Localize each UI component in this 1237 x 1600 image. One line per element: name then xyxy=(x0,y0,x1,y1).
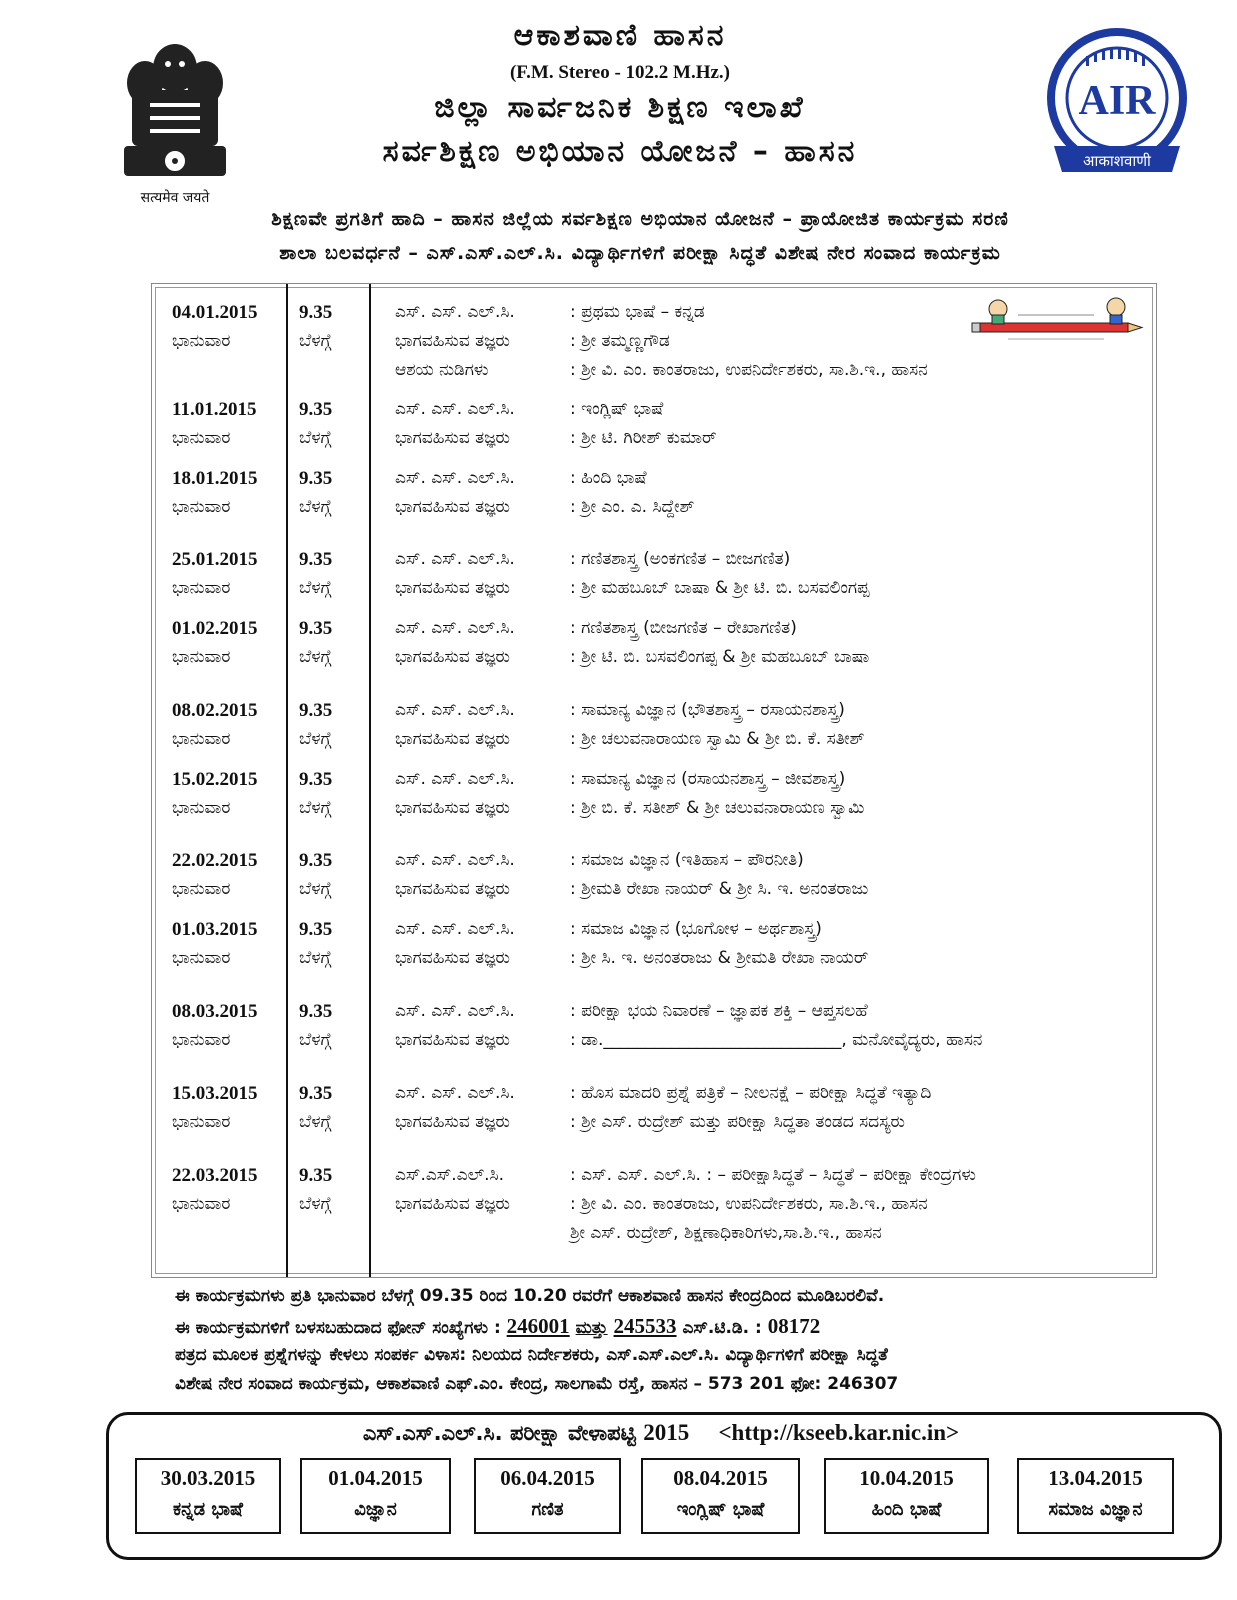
exam-cell: 01.04.2015 ವಿಜ್ಞಾನ xyxy=(300,1458,451,1534)
scheme-title: ಸರ್ವಶಿಕ್ಷಣ ಅಭಿಯಾನ ಯೋಜನೆ – ಹಾಸನ xyxy=(382,134,858,169)
exam-cell: 10.04.2015 ಹಿಂದಿ ಭಾಷೆ xyxy=(824,1458,989,1534)
national-emblem-icon xyxy=(110,28,240,208)
exam-cell: 08.04.2015 ಇಂಗ್ಲಿಷ್ ಭಾಷೆ xyxy=(641,1458,800,1534)
std-code: 08172 xyxy=(767,1314,821,1338)
subtitle-1: ಶಿಕ್ಷಣವೇ ಪ್ರಗತಿಗೆ ಹಾದಿ – ಹಾಸನ ಜಿಲ್ಲೆಯ ಸರ್ವಶಿಕ್ಷಣ ಅಭಿಯಾನ ಯೋಜನೆ – ಪ್ರಾಯೋಜಿತ ಕಾರ್ಯಕ್ರಮ ಸರಣಿ xyxy=(271,208,1009,230)
info-address-1: ಪತ್ರದ ಮೂಲಕ ಪ್ರಶ್ನೆಗಳನ್ನು ಕೇಳಲು ಸಂಪರ್ಕ ವಿಳಾಸ: ನಿಲಯದ ನಿರ್ದೇಶಕರು, ಎಸ್.ಎಸ್.ಎಲ್.ಸಿ. ವಿದ್ಯಾರ್ಥಿಗಳಿಗೆ ಪರೀಕ್ಷಾ ಸಿದ್ಧತೆ xyxy=(175,1345,888,1365)
station-title: ಆಕಾಶವಾಣಿ ಹಾಸನ xyxy=(513,18,727,53)
phone-number-2: 245533 xyxy=(613,1314,677,1338)
subtitle-2: ಶಾಲಾ ಬಲವರ್ಧನೆ – ಎಸ್.ಎಸ್.ಎಲ್.ಸಿ. ವಿದ್ಯಾರ್ಥಿಗಳಿಗೆ ಪರೀಕ್ಷಾ ಸಿದ್ಧತೆ ವಿಶೇಷ ನೇರ ಸಂವಾದ ಕಾರ್ಯಕ್ರಮ xyxy=(279,242,1001,264)
kseeb-link[interactable]: <http://kseeb.kar.nic.in> xyxy=(718,1420,960,1445)
emblem-motto: सत्यमेव जयते xyxy=(140,190,210,206)
frequency: (F.M. Stereo - 102.2 M.Hz.) xyxy=(509,62,731,83)
ssa-mascot-icon xyxy=(968,295,1144,345)
phone-number-1: 246001 xyxy=(506,1314,570,1338)
exam-cell: 30.03.2015 ಕನ್ನಡ ಭಾಷೆ xyxy=(135,1458,281,1534)
schedule-table: 04.01.2015 ಭಾನುವಾರ 9.35 ಬೆಳಗ್ಗೆ ಎಸ್. ಎಸ್. ಎಲ್.ಸಿ. : ಪ್ರಥಮ ಭಾಷೆ – ಕನ್ನಡ ಭಾಗವಹಿಸುವ ತಜ್ಞರು : ಶ್ರೀ ತಮ್ಮಣ್ಣಗೌಡ ಆಶಯ ನುಡಿಗಳು : ಶ್ರೀ ವಿ. ಎಂ. ಕಾಂತರಾಜು, ಉಪನಿರ್ದೇಶಕರು, ಸಾ.ಶಿ.ಇ., ಹಾಸನ 11.01.2015 ಭಾನುವಾರ 9.35 ಬೆಳಗ್ಗೆ ಎಸ್. ಎಸ್. ಎಲ್.ಸಿ. : ಇಂಗ್ಲಿಷ್ ಭಾಷೆ ಭಾಗವಹಿಸುವ ತಜ್ಞರು : ಶ್ರೀ ಟಿ. ಗಿರೀಶ್ ಕುಮಾರ್ 18.01.2015 ಭಾನುವಾರ 9.35 ಬೆಳಗ್ಗೆ ಎಸ್. ಎಸ್. ಎಲ್.ಸಿ. : ಹಿಂದಿ ಭಾಷೆ ಭಾಗವಹಿಸುವ ತಜ್ಞರು : ಶ್ರೀ ಎಂ. ಎ. ಸಿದ್ದೇಶ್ 25.01.2015 ಭಾನುವಾರ 9.35 ಬೆಳಗ್ಗೆ ಎಸ್. ಎಸ್. ಎಲ್.ಸಿ. : ಗಣಿತಶಾಸ್ತ್ರ (ಅಂಕಗಣಿತ – ಬೀಜಗಣಿತ) ಭಾಗವಹಿಸುವ ತಜ್ಞರು : ಶ್ರೀ ಮಹಬೂಬ್ ಬಾಷಾ & ಶ್ರೀ ಟಿ. ಬಿ. ಬಸವಲಿಂಗಪ್ಪ 01.02.2015 ಭಾನುವಾರ 9.35 ಬೆಳಗ್ಗೆ ಎಸ್. ಎಸ್. ಎಲ್.ಸಿ. : ಗಣಿತಶಾಸ್ತ್ರ (ಬೀಜಗಣಿತ – ರೇಖಾಗಣಿತ) ಭಾಗವಹಿಸುವ ತಜ್ಞರು : ಶ್ರೀ ಟಿ. ಬಿ. ಬಸವಲಿಂಗಪ್ಪ & ಶ್ರೀ ಮಹಬೂಬ್ ಬಾಷಾ 08.02.2015 ಭಾನುವಾರ 9.35 ಬೆಳಗ್ಗೆ ಎಸ್. ಎಸ್. ಎಲ್.ಸಿ. : ಸಾಮಾನ್ಯ ವಿಜ್ಞಾನ (ಭೌತಶಾಸ್ತ್ರ – ರಸಾಯನಶಾಸ್ತ್ರ) ಭಾಗವಹಿಸುವ ತಜ್ಞರು : ಶ್ರೀ ಚಲುವನಾರಾಯಣ ಸ್ವಾಮಿ & ಶ್ರೀ ಬಿ. ಕೆ. ಸತೀಶ್ 15.02.2015 ಭಾನುವಾರ 9.35 ಬೆಳಗ್ಗೆ ಎಸ್. ಎಸ್. ಎಲ್.ಸಿ. : ಸಾಮಾನ್ಯ ವಿಜ್ಞಾನ (ರಸಾಯನಶಾಸ್ತ್ರ – ಜೀವಶಾಸ್ತ್ರ) ಭಾಗವಹಿಸುವ ತಜ್ಞರು : ಶ್ರೀ ಬಿ. ಕೆ. ಸತೀಶ್ & ಶ್ರೀ ಚಲುವನಾರಾಯಣ ಸ್ವಾಮಿ 22.02.2015 ಭಾನುವಾರ 9.35 ಬೆಳಗ್ಗೆ ಎಸ್. ಎಸ್. ಎಲ್.ಸಿ. : ಸಮಾಜ ವಿಜ್ಞಾನ (ಇತಿಹಾಸ – ಪೌರನೀತಿ) ಭಾಗವಹಿಸುವ ತಜ್ಞರು : ಶ್ರೀಮತಿ ರೇಖಾ ನಾಯರ್ & ಶ್ರೀ ಸಿ. ಇ. ಅನಂತರಾಜು 01.03.2015 ಭಾನುವಾರ 9.35 ಬೆಳಗ್ಗೆ ಎಸ್. ಎಸ್. ಎಲ್.ಸಿ. : ಸಮಾಜ ವಿಜ್ಞಾನ (ಭೂಗೋಳ – ಅರ್ಥಶಾಸ್ತ್ರ) ಭಾಗವಹಿಸುವ ತಜ್ಞರು : ಶ್ರೀ ಸಿ. ಇ. ಅನಂತರಾಜು & ಶ್ರೀಮತಿ ರೇಖಾ ನಾಯರ್ 08.03.2015 ಭಾನುವಾರ 9.35 ಬೆಳಗ್ಗೆ ಎಸ್. ಎಸ್. ಎಲ್.ಸಿ. : ಪರೀಕ್ಷಾ ಭಯ ನಿವಾರಣೆ – ಜ್ಞಾಪಕ ಶಕ್ತಿ – ಆಪ್ತಸಲಹೆ ಭಾಗವಹಿಸುವ ತಜ್ಞರು : ಡಾ.____________________________, ಮನೋವೈದ್ಯರು, ಹಾಸನ 15.03.2015 ಭಾನುವಾರ 9.35 ಬೆಳಗ್ಗೆ ಎಸ್. ಎಸ್. ಎಲ್.ಸಿ. : ಹೊಸ ಮಾದರಿ ಪ್ರಶ್ನೆ ಪತ್ರಿಕೆ – ನೀಲನಕ್ಷೆ – ಪರೀಕ್ಷಾ ಸಿದ್ಧತೆ ಇತ್ಯಾದಿ ಭಾಗವಹಿಸುವ ತಜ್ಞರು : ಶ್ರೀ ಎಸ್. ರುದ್ರೇಶ್ ಮತ್ತು ಪರೀಕ್ಷಾ ಸಿದ್ಧತಾ ತಂಡದ ಸದಸ್ಯರು 22.03.2015 ಭಾನುವಾರ 9.35 ಬೆಳಗ್ಗೆ ಎಸ್.ಎಸ್.ಎಲ್.ಸಿ. : ಎಸ್. ಎಸ್. ಎಲ್.ಸಿ. : – ಪರೀಕ್ಷಾಸಿದ್ಧತೆ – ಸಿದ್ಧತೆ – ಪರೀಕ್ಷಾ ಕೇಂದ್ರಗಳು ಭಾಗವಹಿಸುವ ತಜ್ಞರು : ಶ್ರೀ ವಿ. ಎಂ. ಕಾಂತರಾಜು, ಉಪನಿರ್ದೇಶಕರು, ಸಾ.ಶಿ.ಇ., ಹಾಸನ ಶ್ರೀ ಎಸ್. ರುದ್ರೇಶ್, ಶಿಕ್ಷಣಾಧಿಕಾರಿಗಳು,ಸಾ.ಶಿ.ಇ., ಹಾಸನ xyxy=(151,283,1157,1278)
department-title: ಜಿಲ್ಲಾ ಸಾರ್ವಜನಿಕ ಶಿಕ್ಷಣ ಇಲಾಖೆ xyxy=(434,90,806,125)
info-address-2: ವಿಶೇಷ ನೇರ ಸಂವಾದ ಕಾರ್ಯಕ್ರಮ, ಆಕಾಶವಾಣಿ ಎಫ್.ಎಂ. ಕೇಂದ್ರ, ಸಾಲಗಾಮೆ ರಸ್ತೆ, ಹಾಸನ – 573 201 ಫೋ: 246307 xyxy=(175,1374,899,1394)
exam-cell: 06.04.2015 ಗಣಿತ xyxy=(474,1458,621,1534)
info-broadcast: ಈ ಕಾರ್ಯಕ್ರಮಗಳು ಪ್ರತಿ ಭಾನುವಾರ ಬೆಳಗ್ಗೆ 09.35 ರಿಂದ 10.20 ರವರೆಗೆ ಆಕಾಶವಾಣಿ ಹಾಸನ ಕೇಂದ್ರದಿಂದ ಮೂಡಿಬರಲಿವೆ. xyxy=(175,1286,885,1306)
exam-cell: 13.04.2015 ಸಮಾಜ ವಿಜ್ಞಾನ xyxy=(1017,1458,1174,1534)
exam-timetable-title: ಎಸ್.ಎಸ್.ಎಲ್.ಸಿ. ಪರೀಕ್ಷಾ ವೇಳಾಪಟ್ಟಿ 2015 <http://kseeb.kar.nic.in> xyxy=(362,1420,960,1445)
svg-text:AIR: AIR xyxy=(1078,78,1156,124)
info-phone: ಈ ಕಾರ್ಯಕ್ರಮಗಳಿಗೆ ಬಳಸಬಹುದಾದ ಫೋನ್ ಸಂಖ್ಯೆಗಳು : 246001 ಮತ್ತು 245533 ಎಸ್.ಟಿ.ಡಿ. : 08172 xyxy=(175,1314,821,1338)
air-logo-icon xyxy=(1042,26,1192,178)
air-logo-text: आकाशवाणी xyxy=(1083,152,1151,170)
